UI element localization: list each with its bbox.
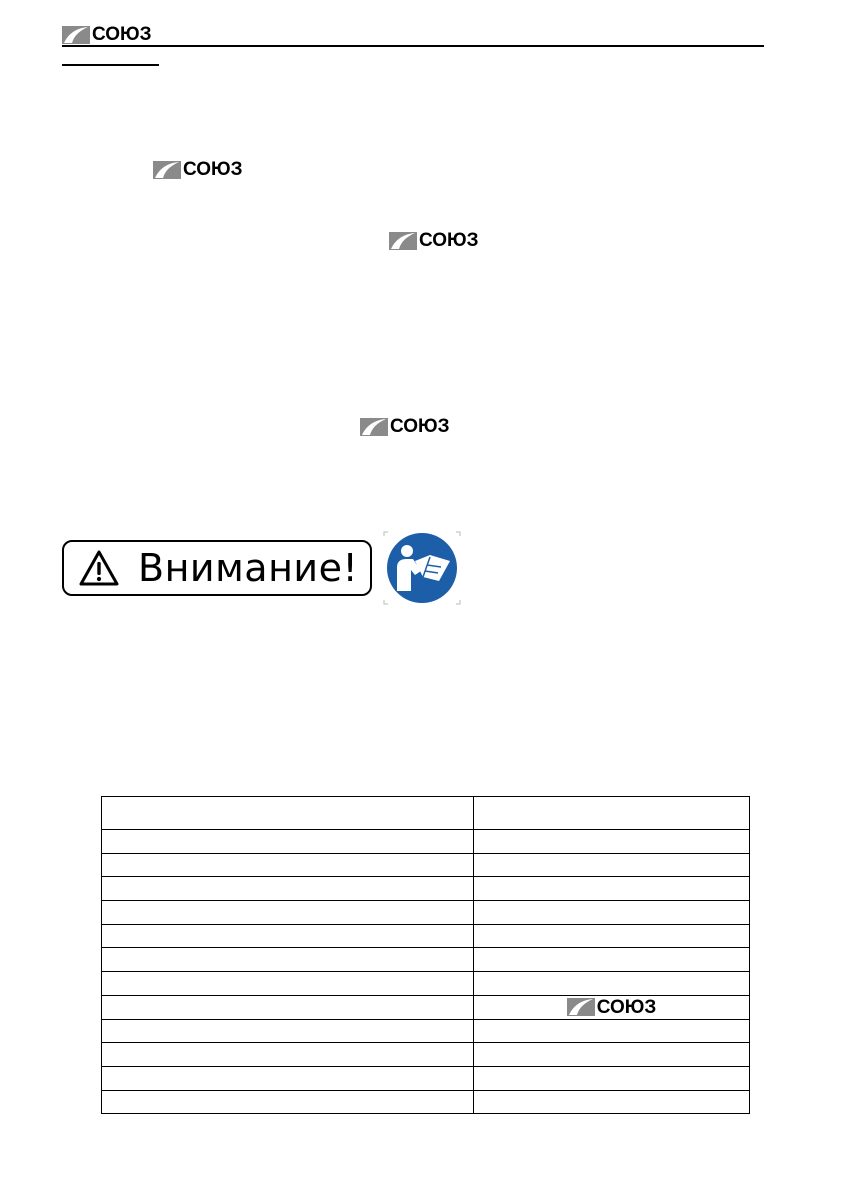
spec-table (101, 796, 750, 1114)
table-cell-logo (474, 995, 750, 1019)
table-row (102, 830, 750, 854)
body-logo-3 (360, 417, 450, 436)
table-row (102, 1090, 750, 1114)
body-logo-text: СОЮЗ (183, 159, 243, 180)
table-cell (102, 948, 474, 972)
header-logo (62, 25, 152, 44)
table-cell (474, 1066, 750, 1090)
table-row (102, 924, 750, 948)
brand-mark-icon (62, 26, 90, 44)
brand-mark-icon (360, 418, 388, 436)
table-cell (102, 901, 474, 925)
table-row (102, 797, 750, 830)
brand-mark-icon (389, 232, 417, 250)
brand-mark-icon (153, 161, 181, 179)
table-cell (102, 797, 474, 830)
table-cell (474, 924, 750, 948)
table-cell (102, 1090, 474, 1114)
table-cell (102, 972, 474, 996)
table-row (102, 995, 750, 1019)
body-logo-2 (389, 231, 479, 250)
table-logo (474, 998, 749, 1017)
header-underline (62, 64, 159, 66)
table-row (102, 853, 750, 877)
table-row (102, 1043, 750, 1067)
table-cell (474, 830, 750, 854)
table-row (102, 901, 750, 925)
table-cell (102, 830, 474, 854)
table-logo-text: СОЮЗ (596, 996, 657, 1018)
table-cell (474, 901, 750, 925)
read-manual-icon (383, 531, 461, 605)
table-row (102, 1066, 750, 1090)
table-cell (474, 877, 750, 901)
warning-label: Внимание! (138, 546, 359, 590)
table-cell (474, 972, 750, 996)
table-row (102, 1019, 750, 1043)
header-rule (62, 45, 764, 47)
table-row (102, 948, 750, 972)
body-logo-text: СОЮЗ (390, 416, 450, 437)
table-cell (474, 1043, 750, 1067)
table-cell (102, 1066, 474, 1090)
table-cell (474, 797, 750, 830)
table-cell (474, 853, 750, 877)
table-cell (102, 1043, 474, 1067)
table-cell (474, 948, 750, 972)
table-cell (102, 853, 474, 877)
table-row (102, 972, 750, 996)
table-cell (102, 1019, 474, 1043)
warning-triangle-icon (78, 549, 120, 587)
body-logo-1 (153, 160, 243, 179)
warning-banner (62, 540, 372, 596)
table-cell (102, 877, 474, 901)
table-cell (474, 1090, 750, 1114)
table-cell (102, 924, 474, 948)
table-cell (102, 995, 474, 1019)
table-row (102, 877, 750, 901)
brand-mark-icon (567, 998, 595, 1016)
table-cell (474, 1019, 750, 1043)
header-brand-text: СОЮЗ (92, 24, 152, 45)
body-logo-text: СОЮЗ (419, 230, 479, 251)
